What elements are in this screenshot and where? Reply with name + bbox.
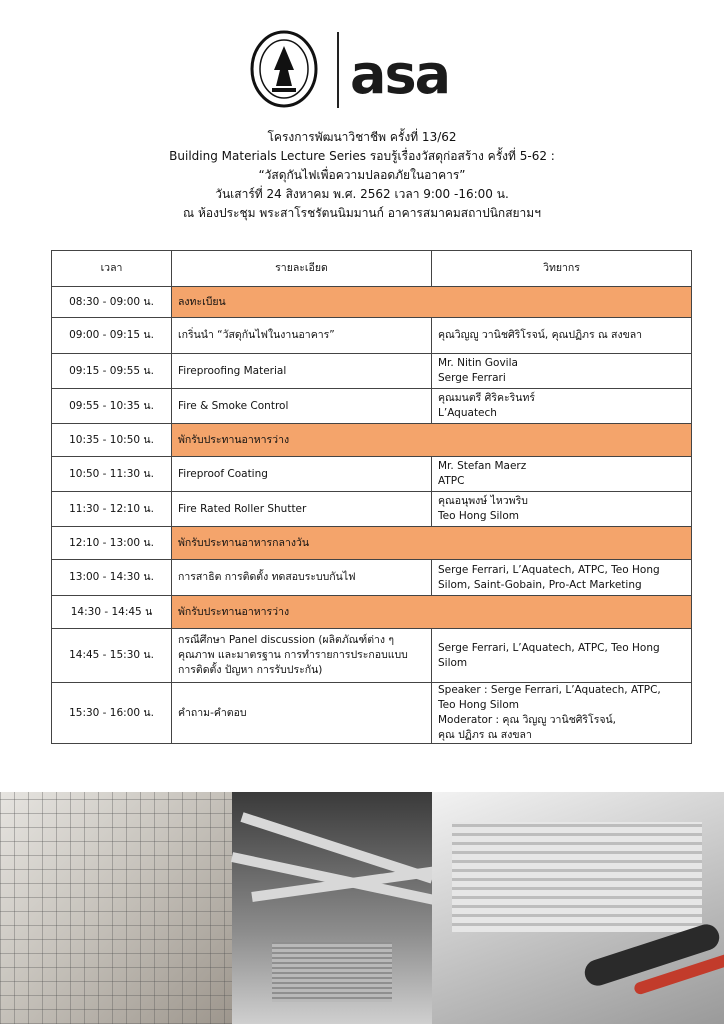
- session-row: [52, 492, 692, 527]
- break-row: [52, 287, 692, 318]
- asa-brand-logo: asa: [350, 43, 450, 106]
- col-header-time: เวลา: [52, 251, 172, 287]
- session-detail: เกริ่นนำ “วัสดุกันไฟในงานอาคาร”: [172, 318, 432, 354]
- asa-seal-logo: [250, 30, 318, 108]
- logo-header: [0, 30, 724, 112]
- speaker-line: Teo Hong Silom: [438, 510, 519, 522]
- session-row: [52, 318, 692, 354]
- session-time: 09:15 - 09:55 น.: [52, 354, 172, 389]
- session-detail: Fireproof Coating: [172, 457, 432, 492]
- speaker-line: Serge Ferrari: [438, 372, 506, 384]
- speaker-line: คุณวิญญู วานิชศิริโรจน์, คุณปฏิภร ณ สงขลา: [438, 329, 643, 341]
- session-time: 11:30 - 12:10 น.: [52, 492, 172, 527]
- speaker-line: Teo Hong Silom: [438, 699, 519, 711]
- break-row: [52, 424, 692, 457]
- session-time: 12:10 - 13:00 น.: [52, 527, 172, 560]
- session-speaker: [432, 318, 692, 354]
- session-time: 15:30 - 16:00 น.: [52, 683, 172, 744]
- photo-glass-wall: [0, 792, 232, 1024]
- speaker-line: ATPC: [438, 475, 465, 487]
- session-time: 10:50 - 11:30 น.: [52, 457, 172, 492]
- break-label: ลงทะเบียน: [172, 287, 692, 318]
- session-detail: การสาธิต การติดตั้ง ทดสอบระบบกันไฟ: [172, 560, 432, 596]
- speaker-line: Silom, Saint-Gobain, Pro-Act Marketing: [438, 578, 642, 591]
- session-detail: Fire & Smoke Control: [172, 389, 432, 424]
- col-header-speaker: วิทยากร: [432, 251, 692, 287]
- speaker-line: L’Aquatech: [438, 407, 497, 419]
- break-row: [52, 596, 692, 629]
- session-row: [52, 389, 692, 424]
- event-heading: [0, 128, 724, 223]
- speaker-line: Serge Ferrari, L’Aquatech, ATPC, Teo Hong: [438, 641, 660, 654]
- session-row: [52, 629, 692, 683]
- session-time: 09:55 - 10:35 น.: [52, 389, 172, 424]
- logo-divider: [337, 32, 339, 108]
- break-row: [52, 527, 692, 560]
- session-detail: คำถาม-คำตอบ: [172, 683, 432, 744]
- session-time: 14:45 - 15:30 น.: [52, 629, 172, 683]
- speaker-line: Speaker : Serge Ferrari, L’Aquatech, ATPC,: [438, 684, 661, 696]
- session-speaker: [432, 560, 692, 596]
- session-detail: Fireproofing Material: [172, 354, 432, 389]
- session-speaker: [432, 457, 692, 492]
- speaker-line: Silom: [438, 656, 468, 669]
- photo-hall-shutter: [232, 792, 432, 1024]
- heading-topic: “วัสดุกันไฟเพื่อความปลอดภัยในอาคาร”: [258, 168, 466, 182]
- break-label: พักรับประทานอาหารว่าง: [172, 424, 692, 457]
- session-row: [52, 683, 692, 744]
- session-speaker: [432, 629, 692, 683]
- schedule-body: [52, 287, 692, 744]
- photo-strip: [0, 792, 724, 1024]
- break-label: พักรับประทานอาหารกลางวัน: [172, 527, 692, 560]
- col-header-detail: รายละเอียด: [172, 251, 432, 287]
- heading-date: วันเสาร์ที่ 24 สิงหาคม พ.ศ. 2562 เวลา 9:00 -16:00 น.: [215, 187, 509, 201]
- session-speaker: [432, 354, 692, 389]
- session-speaker: [432, 389, 692, 424]
- session-detail: กรณีศึกษา Panel discussion (ผลิตภัณฑ์ต่าง ๆ คุณภาพ และมาตรฐาน การทำรายการประกอบแบบ การติดตั้ง ปัญหา การรับประกัน): [172, 629, 432, 683]
- photo-fire-curtain-cable: [432, 792, 724, 1024]
- schedule-table: [51, 250, 692, 744]
- speaker-line: Mr. Stefan Maerz: [438, 460, 527, 472]
- session-time: 08:30 - 09:00 น.: [52, 287, 172, 318]
- table-header-row: [52, 251, 692, 287]
- session-time: 10:35 - 10:50 น.: [52, 424, 172, 457]
- speaker-line: คุณ ปฏิภร ณ สงขลา: [438, 729, 532, 741]
- heading-program: โครงการพัฒนาวิชาชีพ ครั้งที่ 13/62: [267, 130, 457, 144]
- speaker-line: Moderator : คุณ วิญญู วานิชศิริโรจน์,: [438, 714, 617, 726]
- break-label: พักรับประทานอาหารว่าง: [172, 596, 692, 629]
- session-time: 09:00 - 09:15 น.: [52, 318, 172, 354]
- heading-series: Building Materials Lecture Series รอบรู้เรื่องวัสดุก่อสร้าง ครั้งที่ 5-62 :: [169, 149, 555, 163]
- session-speaker: [432, 492, 692, 527]
- session-time: 13:00 - 14:30 น.: [52, 560, 172, 596]
- heading-venue: ณ ห้องประชุม พระสาโรชรัตนนิมมานก์ อาคารสมาคมสถาปนิกสยามฯ: [183, 206, 541, 220]
- speaker-line: คุณอนุพงษ์ ไหวพริบ: [438, 495, 528, 507]
- speaker-line: Mr. Nitin Govila: [438, 357, 518, 369]
- session-row: [52, 354, 692, 389]
- session-time: 14:30 - 14:45 น: [52, 596, 172, 629]
- session-row: [52, 457, 692, 492]
- session-row: [52, 560, 692, 596]
- session-speaker: [432, 683, 692, 744]
- speaker-line: Serge Ferrari, L’Aquatech, ATPC, Teo Hong: [438, 563, 660, 576]
- speaker-line: คุณมนตรี ศิริคะรินทร์: [438, 392, 536, 404]
- session-detail: Fire Rated Roller Shutter: [172, 492, 432, 527]
